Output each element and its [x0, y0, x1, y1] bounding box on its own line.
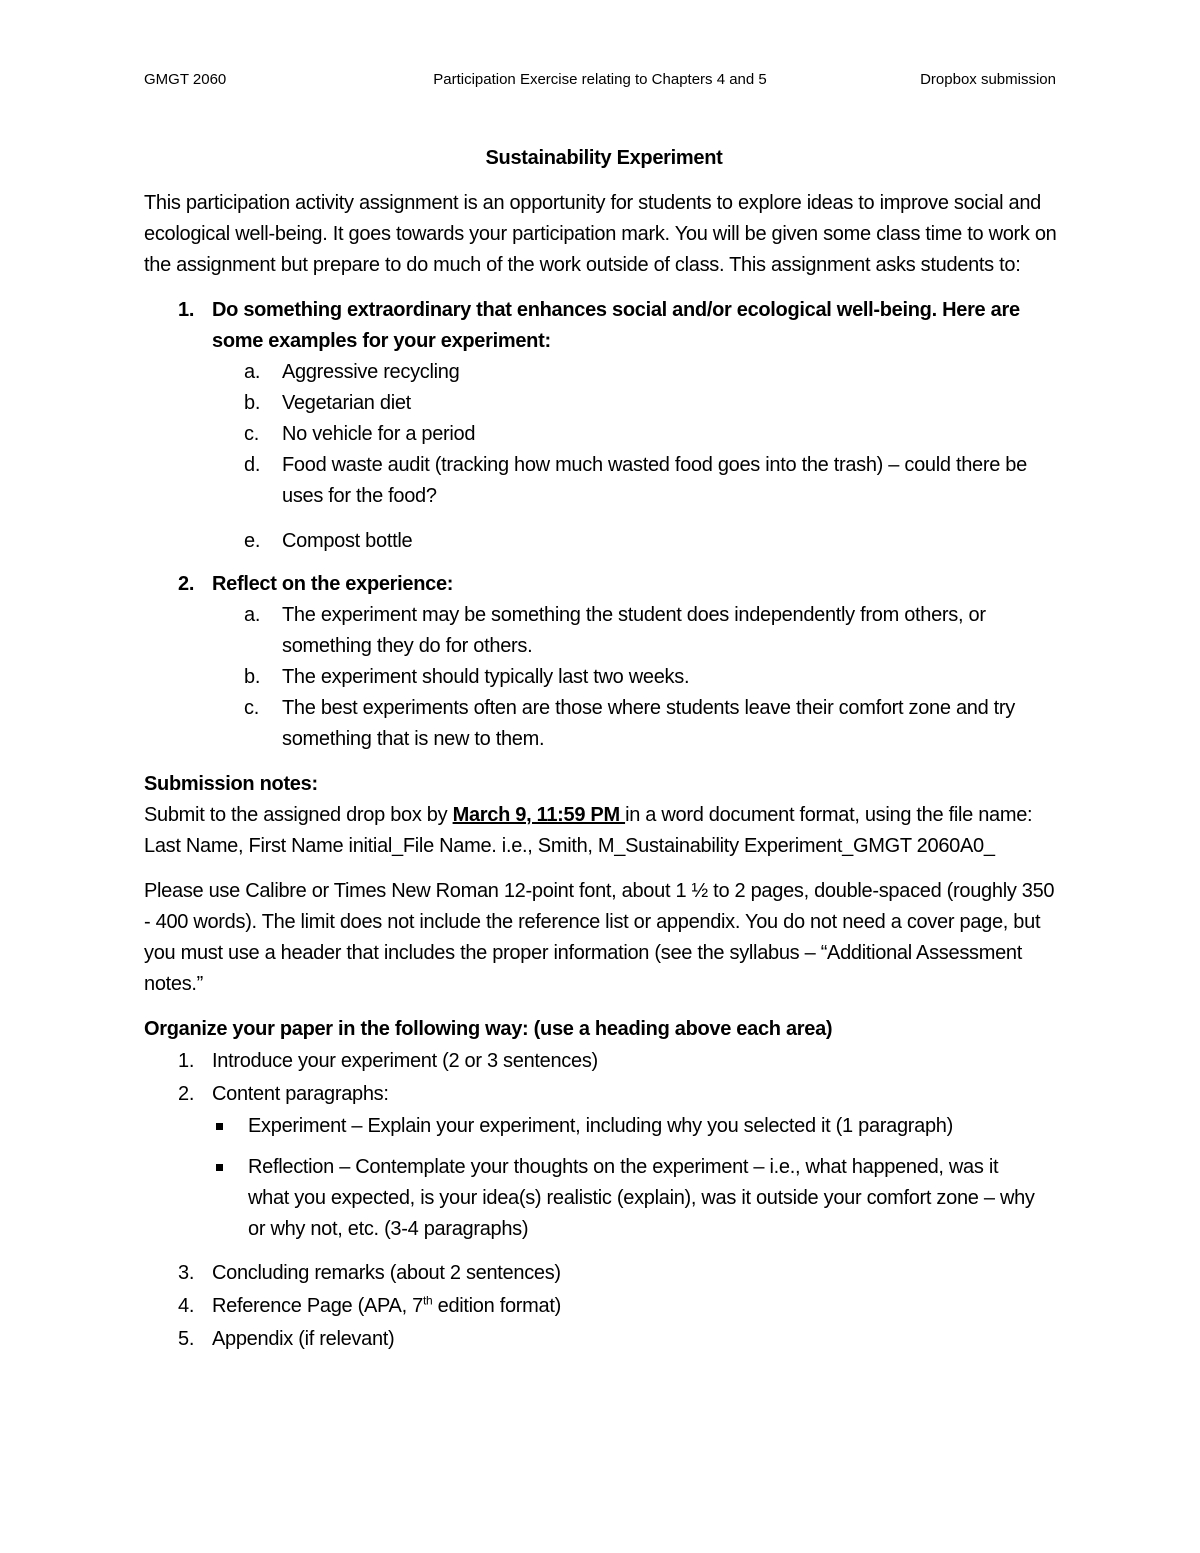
task-2-item-c [144, 693, 1064, 755]
item-letter: c. [244, 423, 259, 445]
step-text-before: Reference Page (APA, 7 [212, 1295, 423, 1317]
step-number: 5. [178, 1328, 195, 1350]
organize-heading: Organize your paper in the following way: (use a heading above each area) [144, 1018, 833, 1040]
step-number: 2. [178, 1083, 195, 1105]
task-1-item-a [144, 357, 1064, 388]
task-2-label: Reflect on the experience: [212, 573, 454, 595]
item-text: The experiment may be something the student does independently from others, or something they do for others. [282, 604, 986, 657]
item-letter: b. [244, 666, 261, 688]
document-body [144, 143, 1064, 1356]
format-note: Please use Calibre or Times New Roman 12-point font, about 1 ½ to 2 pages, double-spaced (roughly 350 - 400 words). The limit does not include the reference list or appendix. You do not need a cover page, but you must use a header that includes the proper information (see the syllabus – “Additional Assessment notes.” [144, 880, 1055, 995]
bullet-text: Reflection – Contemplate your thoughts on the experiment – i.e., what happened, was it what you expected, is your idea(s) realistic (explain), was it outside your comfort zone – why or why not, etc. (3-4 paragraphs) [248, 1156, 1035, 1240]
organize-step-4 [144, 1290, 1064, 1323]
submission-text-before: Submit to the assigned drop box by [144, 804, 453, 826]
task-1-item-d [144, 450, 1064, 512]
item-text: Compost bottle [282, 530, 413, 552]
task-1-item-c [144, 419, 1064, 450]
item-text: The experiment should typically last two weeks. [282, 666, 690, 688]
organize-step-2 [144, 1078, 1064, 1111]
submission-heading: Submission notes: [144, 773, 318, 795]
item-letter: a. [244, 361, 261, 383]
organize-step-1 [144, 1045, 1064, 1078]
task-2-item-b [144, 662, 1064, 693]
step-text: Introduce your experiment (2 or 3 sentences) [212, 1050, 598, 1072]
task-2-item-a [144, 600, 1064, 662]
task-1 [144, 295, 1064, 357]
bullet-text: Experiment – Explain your experiment, including why you selected it (1 paragraph) [248, 1115, 953, 1137]
item-text: The best experiments often are those where students leave their comfort zone and try something that is new to them. [282, 697, 1015, 750]
item-letter: e. [244, 530, 261, 552]
item-letter: b. [244, 392, 261, 414]
organize-step-5 [144, 1323, 1064, 1356]
square-bullet-icon [214, 1111, 248, 1142]
step-number: 4. [178, 1295, 195, 1317]
item-text: Aggressive recycling [282, 361, 460, 383]
submission-text-after: in a word document format, using the file name: Last Name, First Name initial_File Name. i.e., Smith, M_Sustainability Experiment_GMGT 2060A0_ [144, 804, 1033, 857]
task-1-item-b [144, 388, 1064, 419]
intro-paragraph: This participation activity assignment is an opportunity for students to explore ideas to improve social and ecological well-being. It goes towards your participation mark. You will be given some class time to work on the assignment but prepare to do much of the work outside of class. This assignment asks students to: [144, 192, 1057, 276]
square-bullet-icon [214, 1152, 248, 1245]
item-letter: d. [244, 454, 261, 476]
submission-instructions [144, 800, 1064, 862]
header-submission-type: Dropbox submission [920, 71, 1056, 88]
step-text [212, 1290, 1064, 1323]
content-bullet-experiment [144, 1111, 1064, 1142]
step-text: Content paragraphs: [212, 1083, 389, 1105]
item-letter: c. [244, 697, 259, 719]
task-1-label: Do something extraordinary that enhances social and/or ecological well-being. Here are some examples for your experiment: [212, 299, 1020, 352]
item-text: No vehicle for a period [282, 423, 476, 445]
task-1-number: 1. [178, 299, 195, 321]
item-text: Vegetarian diet [282, 392, 411, 414]
submission-deadline: March 9, 11:59 PM [452, 804, 626, 826]
step-number: 1. [178, 1050, 195, 1072]
step-text: Concluding remarks (about 2 sentences) [212, 1262, 561, 1284]
item-text: Food waste audit (tracking how much wasted food goes into the trash) – could there be uses for the food? [282, 454, 1027, 507]
item-letter: a. [244, 604, 261, 626]
step-text-after: edition format) [432, 1295, 561, 1317]
task-2-number: 2. [178, 573, 195, 595]
task-1-item-e [144, 526, 1064, 557]
organize-step-3 [144, 1257, 1064, 1290]
content-bullet-reflection [144, 1152, 1064, 1245]
task-2 [144, 569, 1064, 600]
ordinal-suffix: th [422, 1293, 433, 1308]
header-course-code: GMGT 2060 [144, 71, 227, 88]
step-text: Appendix (if relevant) [212, 1328, 395, 1350]
document-title: Sustainability Experiment [485, 147, 723, 169]
header-exercise-title: Participation Exercise relating to Chapters 4 and 5 [433, 71, 767, 88]
step-number: 3. [178, 1262, 195, 1284]
